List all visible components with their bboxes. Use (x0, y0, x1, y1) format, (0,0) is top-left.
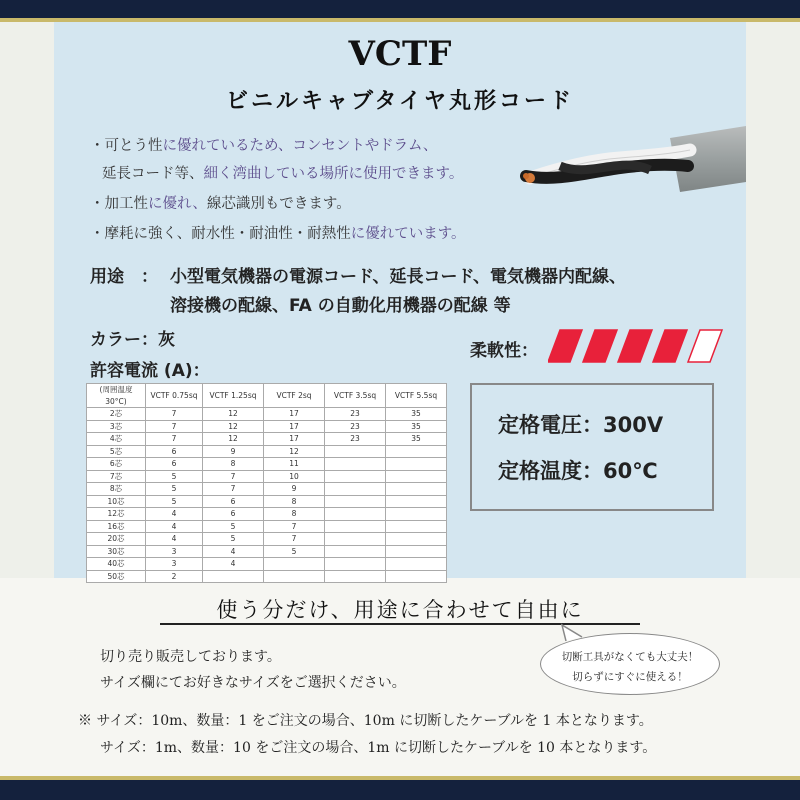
table-row (87, 545, 447, 558)
table-cell: 7 (146, 420, 203, 433)
table-cell: 5 (146, 470, 203, 483)
feature-text: 細く湾曲している場所に使用できます。 (203, 166, 464, 182)
table-cell: 11 (264, 458, 325, 471)
table-cell: 7 (264, 533, 325, 546)
feature-text: に優れています。 (350, 226, 466, 242)
feature-text: 加工性 (104, 196, 148, 212)
flex-stripe-filled (548, 330, 582, 362)
table-cell (386, 508, 447, 521)
table-header-cell: VCTF 2sq (264, 384, 325, 408)
product-title: VCTF (348, 34, 452, 74)
table-cell: 8芯 (87, 483, 146, 496)
table-cell: 5 (146, 495, 203, 508)
table-cell: 9 (264, 483, 325, 496)
table-cell (325, 458, 386, 471)
feature-text: 可とう性 (104, 138, 163, 154)
table-cell (264, 570, 325, 583)
table-header-cell: VCTF 0.75sq (146, 384, 203, 408)
table-cell: 6 (203, 508, 264, 521)
table-cell: 5 (264, 545, 325, 558)
table-row (87, 533, 447, 546)
feature-text: 延長コード等、 (102, 166, 204, 182)
speech-bubble (540, 633, 720, 695)
current-table (86, 383, 447, 583)
table-cell: 3 (146, 558, 203, 571)
table-cell (325, 445, 386, 458)
table-cell: 30芯 (87, 545, 146, 558)
feature-line (90, 192, 351, 213)
table-cell (386, 558, 447, 571)
current-label: 許容電流 (A)： (90, 361, 210, 381)
usage-line-2: 溶接機の配線、FA の自動化用機器の配線 等 (170, 296, 511, 316)
rating-box (470, 383, 714, 511)
table-cell: 16芯 (87, 520, 146, 533)
top-navy-band (0, 0, 800, 18)
bullet: ・ (90, 226, 105, 242)
table-cell: 10芯 (87, 495, 146, 508)
bubble-line-2: 切らずにすぐに使える！ (572, 671, 688, 683)
table-cell: 8 (264, 495, 325, 508)
sales-line-2: サイズ欄にてお好きなサイズをご選択ください。 (100, 675, 406, 691)
color-value: 灰 (158, 330, 175, 350)
table-cell (325, 520, 386, 533)
feature-line (90, 134, 437, 155)
table-cell: 7 (146, 433, 203, 446)
table-cell (386, 533, 447, 546)
feature-text: 摩耗に強く、耐水性・耐油性・耐熱性 (104, 226, 351, 242)
product-subtitle: ビニルキャブタイヤ丸形コード (225, 88, 575, 114)
table-cell (264, 558, 325, 571)
table-cell: 35 (386, 433, 447, 446)
table-cell: 9 (203, 445, 264, 458)
table-cell: 4 (146, 520, 203, 533)
table-header-row (87, 384, 447, 408)
table-cell (325, 495, 386, 508)
table-cell: 23 (325, 408, 386, 421)
table-row (87, 445, 447, 458)
table-cell: 3芯 (87, 420, 146, 433)
feature-line (102, 162, 463, 183)
color-label: カラー：灰 (90, 330, 175, 350)
table-cell (386, 520, 447, 533)
table-cell: 5 (203, 520, 264, 533)
table-cell: 40芯 (87, 558, 146, 571)
table-header-cell: VCTF 5.5sq (386, 384, 447, 408)
flex-stripe-filled (653, 330, 687, 362)
table-cell: 5 (146, 483, 203, 496)
table-row (87, 470, 447, 483)
table-cell (325, 558, 386, 571)
table-cell: 7 (203, 470, 264, 483)
table-row (87, 520, 447, 533)
bullet: ・ (90, 138, 105, 154)
table-cell: 5 (203, 533, 264, 546)
table-cell: 17 (264, 420, 325, 433)
table-cell: 12 (203, 433, 264, 446)
table-row (87, 483, 447, 496)
table-cell: 12芯 (87, 508, 146, 521)
table-cell: 4 (203, 545, 264, 558)
table-cell: 7 (264, 520, 325, 533)
table-cell: 8 (264, 508, 325, 521)
table-row (87, 495, 447, 508)
table-cell: 2芯 (87, 408, 146, 421)
feature-text: 線芯識別もできます。 (206, 196, 351, 212)
feature-line (90, 222, 466, 243)
rated-voltage: 定格電圧：300V (498, 413, 664, 437)
feature-text: に優れ、 (148, 196, 207, 212)
table-row (87, 570, 447, 583)
usage-label: 用途 ： (90, 267, 158, 287)
table-cell: 5芯 (87, 445, 146, 458)
table-cell: 4 (146, 508, 203, 521)
table-cell (325, 570, 386, 583)
table-cell: 7 (146, 408, 203, 421)
table-cell (386, 570, 447, 583)
table-cell: 12 (264, 445, 325, 458)
table-row (87, 508, 447, 521)
table-cell: 10 (264, 470, 325, 483)
bottom-navy-band (0, 780, 800, 800)
table-cell (386, 445, 447, 458)
table-cell: 20芯 (87, 533, 146, 546)
table-row (87, 433, 447, 446)
table-cell: 4 (146, 533, 203, 546)
table-cell (325, 470, 386, 483)
note-line-1: ※ サイズ：10m、数量：1 をご注文の場合、10m に切断したケーブルを 1 本となります。 (78, 713, 653, 729)
flex-stripe-empty (688, 330, 722, 362)
table-cell: 3 (146, 545, 203, 558)
feature-text: に優れているため、コンセントやドラム、 (162, 138, 438, 154)
rated-temperature: 定格温度：60℃ (498, 459, 658, 483)
table-cell: 4 (203, 558, 264, 571)
table-cell: 4芯 (87, 433, 146, 446)
usage-line-1: 小型電気機器の電源コード、延長コード、電気機器内配線、 (170, 267, 626, 287)
note-line-2: サイズ：1m、数量：10 をご注文の場合、1m に切断したケーブルを 10 本となります。 (100, 740, 657, 756)
flex-stripe-filled (618, 330, 652, 362)
table-cell (325, 508, 386, 521)
table-cell: 23 (325, 420, 386, 433)
bubble-line-1: 切断工具がなくても大丈夫！ (561, 651, 699, 663)
table-cell (325, 545, 386, 558)
table-cell: 17 (264, 433, 325, 446)
flexibility-label: 柔軟性： (470, 341, 538, 361)
table-cell: 35 (386, 420, 447, 433)
cable-image (520, 120, 746, 210)
table-row (87, 420, 447, 433)
table-header-cell: (周囲温度30°C) (87, 384, 146, 408)
table-cell: 35 (386, 408, 447, 421)
table-cell: 2 (146, 570, 203, 583)
table-cell (386, 483, 447, 496)
table-cell: 12 (203, 408, 264, 421)
table-cell: 8 (203, 458, 264, 471)
table-header-cell: VCTF 3.5sq (325, 384, 386, 408)
table-cell: 6 (203, 495, 264, 508)
table-cell (325, 483, 386, 496)
table-cell: 7芯 (87, 470, 146, 483)
bullet: ・ (90, 196, 105, 212)
table-row (87, 458, 447, 471)
flexibility-meter (548, 328, 728, 366)
sales-line-1: 切り売り販売しております。 (100, 649, 281, 665)
table-cell (203, 570, 264, 583)
table-cell: 6 (146, 458, 203, 471)
flex-stripe-filled (583, 330, 617, 362)
table-row (87, 558, 447, 571)
table-cell (386, 545, 447, 558)
table-cell: 6芯 (87, 458, 146, 471)
table-cell (325, 533, 386, 546)
table-cell: 50芯 (87, 570, 146, 583)
table-cell: 17 (264, 408, 325, 421)
table-cell (386, 470, 447, 483)
section-title: 使う分だけ、用途に合わせて自由に (216, 598, 584, 622)
table-row (87, 408, 447, 421)
table-header-cell: VCTF 1.25sq (203, 384, 264, 408)
table-cell: 23 (325, 433, 386, 446)
table-cell: 7 (203, 483, 264, 496)
table-cell (386, 495, 447, 508)
table-cell: 6 (146, 445, 203, 458)
table-cell (386, 458, 447, 471)
table-cell: 12 (203, 420, 264, 433)
